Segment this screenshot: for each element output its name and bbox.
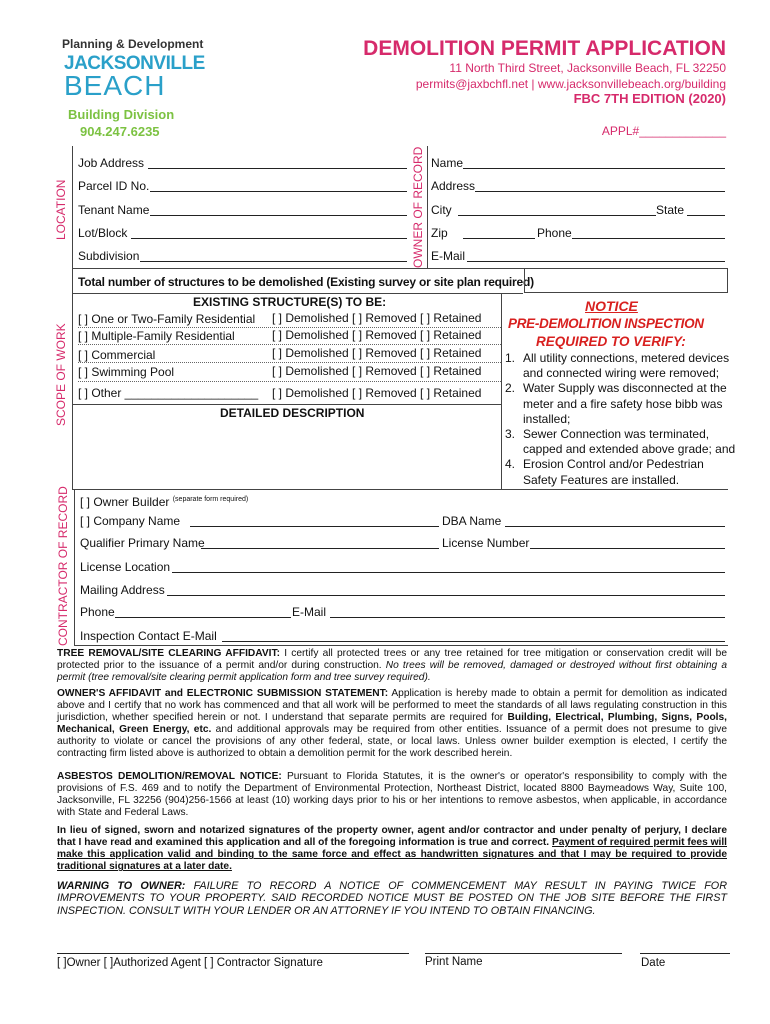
notice-subtitle-2: REQUIRED TO VERIFY: xyxy=(536,334,686,349)
subdivision-label: Subdivision xyxy=(78,249,140,263)
warning-to-owner xyxy=(57,880,727,917)
logo-line-2: BEACH xyxy=(64,70,166,101)
company-name-input[interactable] xyxy=(190,515,439,527)
contractor-email-input[interactable] xyxy=(330,606,725,618)
notice-list xyxy=(505,351,736,488)
tree-affidavit-italic: No trees will be removed, damaged or destroyed without first obtaining a permit (tree removal/site clearing permit application form and tree survey required). xyxy=(57,660,727,684)
notice-item-line: and connected wiring were removed; xyxy=(523,366,720,381)
owner-state-label: State xyxy=(656,203,685,217)
parcel-id-label: Parcel ID No. xyxy=(78,179,150,193)
office-address: 11 North Third Street, Jacksonville Beach, FL 32250 xyxy=(449,61,726,75)
qualifier-name-input[interactable] xyxy=(201,537,439,549)
owner-city-label: City xyxy=(431,203,452,217)
notice-item-num: 2. xyxy=(505,381,516,396)
contractor-email-label: E-Mail xyxy=(292,605,327,619)
division-title: Building Division xyxy=(68,107,175,122)
notice-item-line: meter and a fire safety hose bibb was xyxy=(523,396,723,411)
office-contact: permits@jaxbchfl.net | www.jacksonvillebeach.org/building xyxy=(415,77,726,91)
print-name-label: Print Name xyxy=(425,956,483,968)
structure-commercial[interactable]: [ ] Commercial xyxy=(78,348,156,362)
owner-name-input[interactable] xyxy=(463,157,725,169)
detailed-description-input[interactable] xyxy=(74,422,500,488)
notice-subtitle-1: PRE-DEMOLITION INSPECTION xyxy=(508,316,704,331)
asbestos-notice-text: Pursuant to Florida Statutes, it is the owner's or operator's responsibility to comply with the provisions of F.S. 469 and to notify the Department of Environmental Protection, Northeast District, located 8800 Baymeadows Way, Suite 100, Jacksonville, FL 32256 (904)256-1566 at least (10) working days prior to his or her intentions to remove asbestos, when applicable, in accordance with State and Federal Laws. xyxy=(57,771,727,819)
signature-declaration xyxy=(57,825,727,873)
notice-item-line: Safety Features are installed. xyxy=(523,472,680,487)
structure-swimming-pool-actions[interactable]: [ ] Demolished [ ] Removed [ ] Retained xyxy=(272,364,482,378)
owner-phone-input[interactable] xyxy=(572,227,725,239)
lot-block-input[interactable] xyxy=(131,227,407,239)
notice-item xyxy=(505,457,727,487)
owner-builder-label: [ ] Owner Builder xyxy=(80,495,170,509)
license-location-input[interactable] xyxy=(172,561,725,573)
owner-section-label: OWNER OF RECORD xyxy=(411,146,425,268)
parcel-id-input[interactable] xyxy=(150,180,407,192)
tenant-name-label: Tenant Name xyxy=(78,203,150,217)
scope-section-label: SCOPE OF WORK xyxy=(54,323,68,426)
tree-affidavit-text: I certify all protected trees or any tree retained for tree mitigation or conservation credit will be protected prior to the issuance of a permit and/or during construction. xyxy=(57,648,727,672)
notice-item-num: 4. xyxy=(505,457,516,472)
company-name-label: [ ] Company Name xyxy=(80,514,181,528)
division-phone: 904.247.6235 xyxy=(80,124,160,139)
notice-item xyxy=(505,381,727,427)
warning-text: FAILURE TO RECORD A NOTICE OF COMMENCEMENT MAY RESULT IN PAYING TWICE FOR IMPROVEMENTS TO YOUR PROPERTY. SAID RECORDED NOTICE MUST BE POSTED ON THE JOB SITE BEFORE THE FIRST INSPECTION. CONSULT WITH YOUR LENDER OR AN ATTORNEY IF YOU INTEND TO OBTAIN FINANCING. xyxy=(57,880,727,917)
dba-name-label: DBA Name xyxy=(442,514,502,528)
notice-item-line: Water Supply was disconnected at the xyxy=(523,381,727,396)
location-section-label: LOCATION xyxy=(54,179,68,240)
structure-other[interactable]: [ ] Other ____________________ xyxy=(78,386,259,400)
mailing-address-label: Mailing Address xyxy=(80,583,165,597)
signature-declaration-underline: Payment of required permit fees will make this application valid and binding to the same force and effect as handwritten signatures and that I may be required to provide traditional signatures at a later date. xyxy=(57,837,728,873)
city-logo xyxy=(64,53,205,101)
structure-commercial-actions[interactable]: [ ] Demolished [ ] Removed [ ] Retained xyxy=(272,346,482,360)
notice-item-line: installed; xyxy=(523,411,571,426)
signature-declaration-text: In lieu of signed, sworn and notarized signatures of the property owner, agent and/or contractor and under penalty of perjury, I declare that I have read and examined this application and all of the foregoing information is true and correct. xyxy=(57,825,727,849)
asbestos-notice-title: ASBESTOS DEMOLITION/REMOVAL NOTICE: xyxy=(57,771,282,782)
mailing-address-input[interactable] xyxy=(167,584,725,596)
qualifier-name-label: Qualifier Primary Name xyxy=(80,536,205,550)
owner-affidavit-title: OWNER'S AFFIDAVIT and ELECTRONIC SUBMISSION STATEMENT: xyxy=(57,688,389,699)
license-number-label: License Number xyxy=(442,536,530,550)
owner-email-input[interactable] xyxy=(467,250,725,262)
date-label: Date xyxy=(641,957,666,969)
subdivision-input[interactable] xyxy=(140,250,407,262)
notice-item-line: Erosion Control and/or Pedestrian xyxy=(523,457,704,472)
signer-role-checkboxes[interactable]: [ ]Owner [ ]Authorized Agent [ ] Contractor Signature xyxy=(57,957,323,969)
job-address-input[interactable] xyxy=(148,157,407,169)
license-location-label: License Location xyxy=(80,560,171,574)
notice-item-line: All utility connections, metered devices xyxy=(523,351,730,365)
detailed-description-header: DETAILED DESCRIPTION xyxy=(220,406,365,420)
notice-item-num: 1. xyxy=(505,351,516,365)
owner-zip-input[interactable] xyxy=(463,227,535,239)
total-structures-label: Total number of structures to be demolished (Existing survey or site plan required) xyxy=(78,275,534,289)
structure-one-two-family[interactable]: [ ] One or Two-Family Residential xyxy=(78,312,256,326)
notice-item-line: Sewer Connection was terminated, xyxy=(523,427,710,442)
contractor-phone-input[interactable] xyxy=(115,606,291,618)
contractor-phone-label: Phone xyxy=(80,605,115,619)
notice-item-num: 3. xyxy=(505,427,516,442)
owner-email-label: E-Mail xyxy=(431,249,466,263)
inspection-email-input[interactable] xyxy=(222,630,725,642)
warning-title: WARNING TO OWNER: xyxy=(57,880,186,892)
tenant-name-input[interactable] xyxy=(150,204,407,216)
date-line[interactable] xyxy=(640,953,730,954)
owner-affidavit-text-2: and additional approvals may be required from other entities. Issuance of a permit does not presume to give authority to violate or cancel the provisions of any other federal, state, or local laws. Unless owner builder exemption is elected, I certify the contracting firm listed above is authorized to obtain a demolition permit for the work described herein. xyxy=(57,724,727,760)
owner-builder-checkbox[interactable] xyxy=(80,493,248,509)
appl-number[interactable]: APPL#_____________ xyxy=(601,124,726,138)
form-title: DEMOLITION PERMIT APPLICATION xyxy=(363,37,726,60)
structure-multi-family[interactable]: [ ] Multiple-Family Residential xyxy=(78,329,235,343)
structure-swimming-pool[interactable]: [ ] Swimming Pool xyxy=(78,365,175,379)
tree-affidavit xyxy=(57,648,727,684)
notice-item-line: capped and extended above grade; and xyxy=(523,442,736,457)
owner-name-label: Name xyxy=(431,156,464,170)
owner-city-input[interactable] xyxy=(458,204,656,216)
owner-phone-label: Phone xyxy=(537,226,572,240)
owner-zip-label: Zip xyxy=(431,226,448,240)
dept-title: Planning & Development xyxy=(62,37,204,51)
structure-multi-family-actions[interactable]: [ ] Demolished [ ] Removed [ ] Retained xyxy=(272,328,482,342)
structure-other-actions[interactable]: [ ] Demolished [ ] Removed [ ] Retained xyxy=(272,386,482,400)
signature-line[interactable] xyxy=(57,953,409,954)
notice-item xyxy=(505,427,736,457)
lot-block-label: Lot/Block xyxy=(78,226,128,240)
asbestos-notice xyxy=(57,771,727,819)
job-address-label: Job Address xyxy=(78,156,145,170)
existing-structures-header: EXISTING STRUCTURE(S) TO BE: xyxy=(193,295,387,309)
total-structures-input[interactable] xyxy=(524,268,728,293)
owner-affidavit-bold: Building, Electrical, Plumbing, Signs, Pools, Mechanical, Green Energy, etc. xyxy=(57,712,727,736)
notice-item xyxy=(505,351,730,381)
owner-address-input[interactable] xyxy=(475,180,725,192)
owner-builder-note: (separate form required) xyxy=(172,496,249,503)
inspection-email-label: Inspection Contact E-Mail xyxy=(80,629,217,643)
license-number-input[interactable] xyxy=(530,537,725,549)
owner-address-label: Address xyxy=(431,179,476,193)
owner-affidavit-text-1: Application is hereby made to obtain a permit for demolition as indicated above and I certify that no work has commenced and that all work will be performed to meet the standards of all laws regulating construction in this jurisdiction, whether specified herein or not. I understand that separate permits are required for xyxy=(57,688,727,724)
logo-line-1: JACKSONVILLE xyxy=(64,53,205,74)
notice-title: NOTICE xyxy=(585,298,638,314)
owner-state-input[interactable] xyxy=(687,204,725,216)
structure-one-two-family-actions[interactable]: [ ] Demolished [ ] Removed [ ] Retained xyxy=(272,311,482,325)
tree-affidavit-title: TREE REMOVAL/SITE CLEARING AFFIDAVIT: xyxy=(57,648,280,659)
contractor-section-label: CONTRACTOR OF RECORD xyxy=(56,486,70,646)
owner-affidavit xyxy=(57,688,727,761)
dba-name-input[interactable] xyxy=(505,515,725,527)
code-edition: FBC 7TH EDITION (2020) xyxy=(573,91,726,106)
print-name-line[interactable] xyxy=(425,953,622,954)
